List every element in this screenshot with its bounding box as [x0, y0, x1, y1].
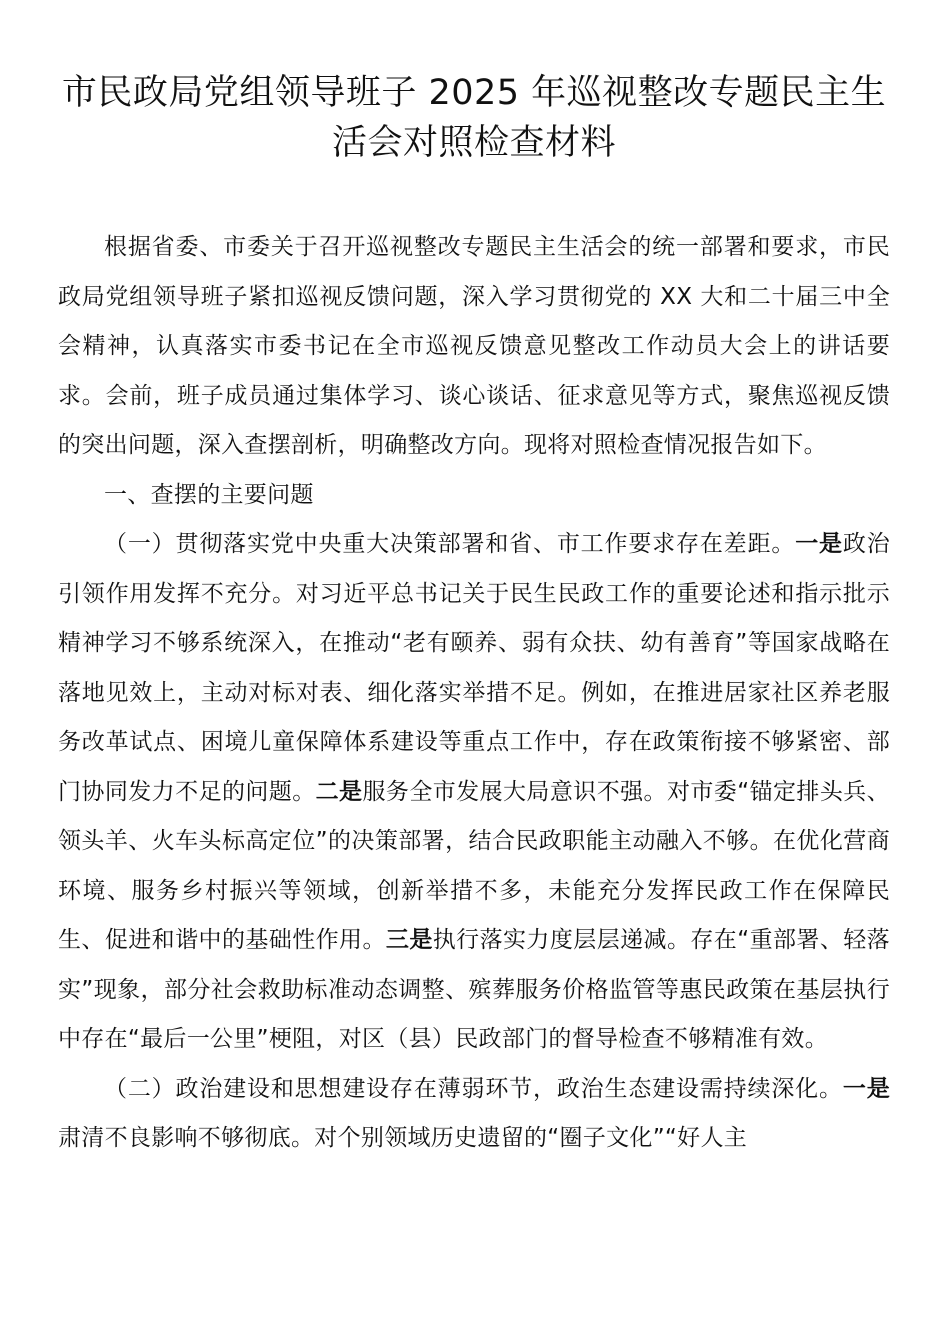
document-body: [58, 223, 890, 1164]
title-line-2: 活会对照检查材料: [331, 123, 616, 163]
section-heading-1: 一、查摆的主要问题: [104, 481, 314, 508]
intro-paragraph: 根据省委、市委关于召开巡视整改专题民主生活会的统一部署和要求，市民政局党组领导班子紧扣巡视反馈问题，深入学习贯彻党的 XX 大和二十届三中全会精神，认真落实市委书记在全市巡视反馈意见整改工作动员大会上的讲话要求。会前，班子成员通过集体学习、谈心谈话、征求意见等方式，聚焦巡视反馈的突出问题，深入查摆剖析，明确整改方向。现将对照检查情况报告如下。: [58, 234, 890, 458]
point-text-3: 执行落实力度层层递减。存在“重部署、轻落实”现象，部分社会救助标准动态调整、殡葬服务价格监管等惠民政策在基层执行中存在“最后一公里”梗阻，对区（县）民政部门的督导检查不够精准有效。: [58, 927, 890, 1052]
point-label-4: 一是: [842, 1075, 890, 1102]
subsection-2-heading: （二）政治建设和思想建设存在薄弱环节，政治生态建设需持续深化。: [104, 1075, 843, 1102]
title-line-1: 市民政局党组领导班子 2025 年巡视整改专题民主生: [61, 73, 887, 113]
point-text-1: 政治引领作用发挥不充分。对习近平总书记关于民生民政工作的重要论述和指示批示精神学习不够系统深入，在推动“老有颐养、弱有众扶、幼有善育”等国家战略在落地见效上，主动对标对表、细化落实举措不足。例如，在推进居家社区养老服务改革试点、困境儿童保障体系建设等重点工作中，存在政策衔接不够紧密、部门协同发力不足的问题。: [58, 531, 890, 805]
point-label-1: 一是: [795, 531, 843, 557]
point-text-4: 肃清不良影响不够彻底。对个别领域历史遗留的“圈子文化”“好人主: [58, 1125, 748, 1151]
document-title: [58, 68, 890, 168]
point-label-2: 二是: [315, 778, 363, 805]
subsection-1-heading: （一）贯彻落实党中央重大决策部署和省、市工作要求存在差距。: [104, 531, 796, 557]
point-text-2: 服务全市发展大局意识不强。对市委“锚定排头兵、领头羊、火车头标高定位”的决策部署，结合民政职能主动融入不够。在优化营商环境、服务乡村振兴等领域，创新举措不多，未能充分发挥民政工作在保障民生、促进和谐中的基础性作用。: [58, 778, 890, 953]
subsection-2-paragraph: [58, 1065, 890, 1164]
subsection-1-paragraph: [58, 520, 890, 1065]
point-label-3: 三是: [385, 927, 433, 953]
